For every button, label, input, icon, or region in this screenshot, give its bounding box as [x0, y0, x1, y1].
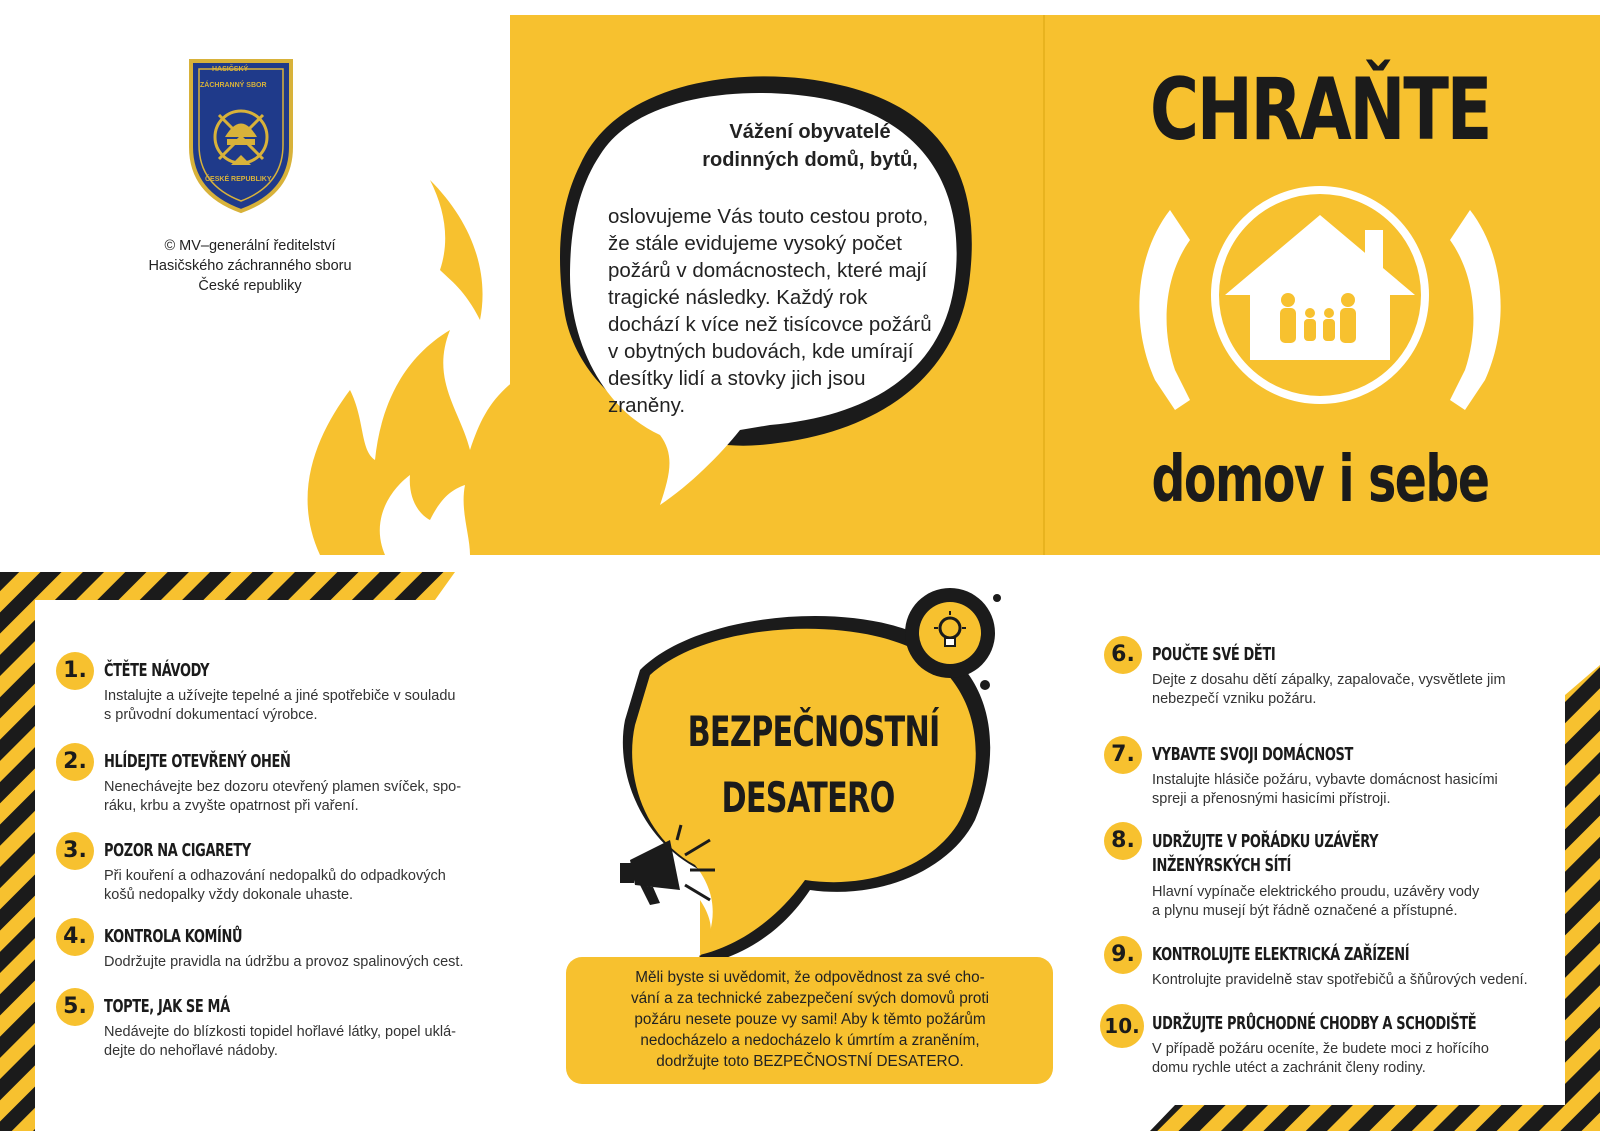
caption-line-2: Hasičského záchranného sboru — [148, 258, 352, 274]
rule-text: Nenechávejte bez dozoru otevřený plamen svíček, spo- ráku, krbu a zvyšte opatrnost při vaření. — [104, 779, 462, 814]
rule-title: ČTĚTE NÁVODY — [104, 660, 210, 681]
rule-title: VYBAVTE SVOJI DOMÁCNOST — [1152, 744, 1353, 765]
rule-number: 3. — [56, 832, 94, 870]
lightbulb-icon — [930, 610, 970, 655]
rule-text: Instalujte hlásiče požáru, vybavte domácnost hasicími spreji a přenosnými hasicími přístroji. — [1152, 772, 1498, 807]
rule-number: 8. — [1104, 822, 1142, 860]
rule-text: Instalujte a užívejte tepelné a jiné spotřebiče v souladu s průvodní dokumentací výrobce. — [104, 688, 456, 723]
cover-left-panel — [0, 0, 510, 555]
rule-title: UDRŽUJTE PRŮCHODNÉ CHODBY A SCHODIŠTĚ — [1152, 1013, 1477, 1034]
rule-title: KONTROLA KOMÍNŮ — [104, 926, 243, 947]
fire-rescue-emblem-icon — [185, 55, 297, 215]
bubble-title — [650, 118, 970, 174]
cover-subline: domov i sebe — [1151, 443, 1489, 517]
rule-title: TOPTE, JAK SE MÁ — [104, 996, 230, 1017]
responsibility-note-text: Měli byste si uvědomit, že odpovědnost za své cho- vání a za technické zabezpečení svých domovů proti požáru nesete pouze vy sami! Aby k těmto požárům nedocházelo a nedocházelo k úmrtím a zraněním, dodržujte toto BEZPEČNOSTNÍ DESATERO. — [631, 969, 989, 1070]
rule-title: POUČTE SVÉ DĚTI — [1152, 644, 1276, 665]
emblem-ring-text-3: ČESKÉ REPUBLIKY — [205, 176, 272, 183]
emblem-ring-text-2: ZÁCHRANNÝ SBOR — [200, 82, 267, 89]
flame-icon — [290, 160, 520, 555]
rule-number: 9. — [1104, 936, 1142, 974]
hands-protecting-house-family-icon — [1120, 185, 1520, 445]
rule-number: 5. — [56, 988, 94, 1026]
rule-number: 6. — [1104, 636, 1142, 674]
rule-number: 7. — [1104, 736, 1142, 774]
caption-line-3: České republiky — [198, 278, 302, 294]
rule-number: 4. — [56, 918, 94, 956]
rule-number: 1. — [56, 652, 94, 690]
rule-text: Hlavní vypínače elektrického proudu, uzávěry vody a plynu musejí být řádně označené a přístupné. — [1152, 884, 1480, 919]
caption-line-1: © MV–generální ředitelství — [164, 238, 336, 254]
rule-title: HLÍDEJTE OTEVŘENÝ OHEŇ — [104, 751, 291, 772]
emblem-ring-text-1: HASIČSKÝ — [212, 66, 249, 73]
rule-text: Při kouření a odhazování nedopalků do odpadkových košů nedopalky vždy dokonale uhaste. — [104, 868, 446, 903]
rule-text: Kontrolujte pravidelně stav spotřebičů a šňůrových vedení. — [1152, 972, 1528, 988]
rule-title: UDRŽUJTE V POŘÁDKU UZÁVĚRY INŽENÝRSKÝCH SÍTÍ — [1152, 831, 1379, 876]
cover-headline: CHRAŇTE — [1149, 60, 1491, 160]
rule-text: Dodržujte pravidla na údržbu a provoz spalinových cest. — [104, 954, 464, 970]
rule-title: POZOR NA CIGARETY — [104, 840, 251, 861]
rule-number: 2. — [56, 743, 94, 781]
bubble-title-line-2: rodinných domů, bytů, — [702, 149, 918, 171]
rule-text: V případě požáru oceníte, že budete moci z hořícího domu rychle utéct a zachránit členy rodiny. — [1152, 1041, 1489, 1076]
rule-text: Nedávejte do blízkosti topidel hořlavé látky, popel uklá- dejte do nehořlavé nádoby. — [104, 1024, 456, 1059]
desatero-heading-line-1: BEZPEČNOSTNÍ — [687, 707, 940, 756]
rule-text: Dejte z dosahu dětí zápalky, zapalovače, vysvětlete jim nebezpečí vzniku požáru. — [1152, 672, 1506, 707]
megaphone-icon — [615, 815, 725, 915]
bubble-body-text: oslovujeme Vás touto cestou proto, že stále evidujeme vysoký počet požárů v domácnostech, které mají tragické následky. Každý rok dochází k více než tisícovce požárů v obytných budovách, kde umírají desítky lidí a stovky jich jsou zraněny. — [608, 205, 932, 417]
rule-title: KONTROLUJTE ELEKTRICKÁ ZAŘÍZENÍ — [1152, 944, 1410, 965]
desatero-heading-line-2: DESATERO — [721, 773, 895, 822]
bubble-title-line-1: Vážení obyvatelé — [729, 121, 891, 143]
rule-number: 10. — [1100, 1004, 1144, 1048]
